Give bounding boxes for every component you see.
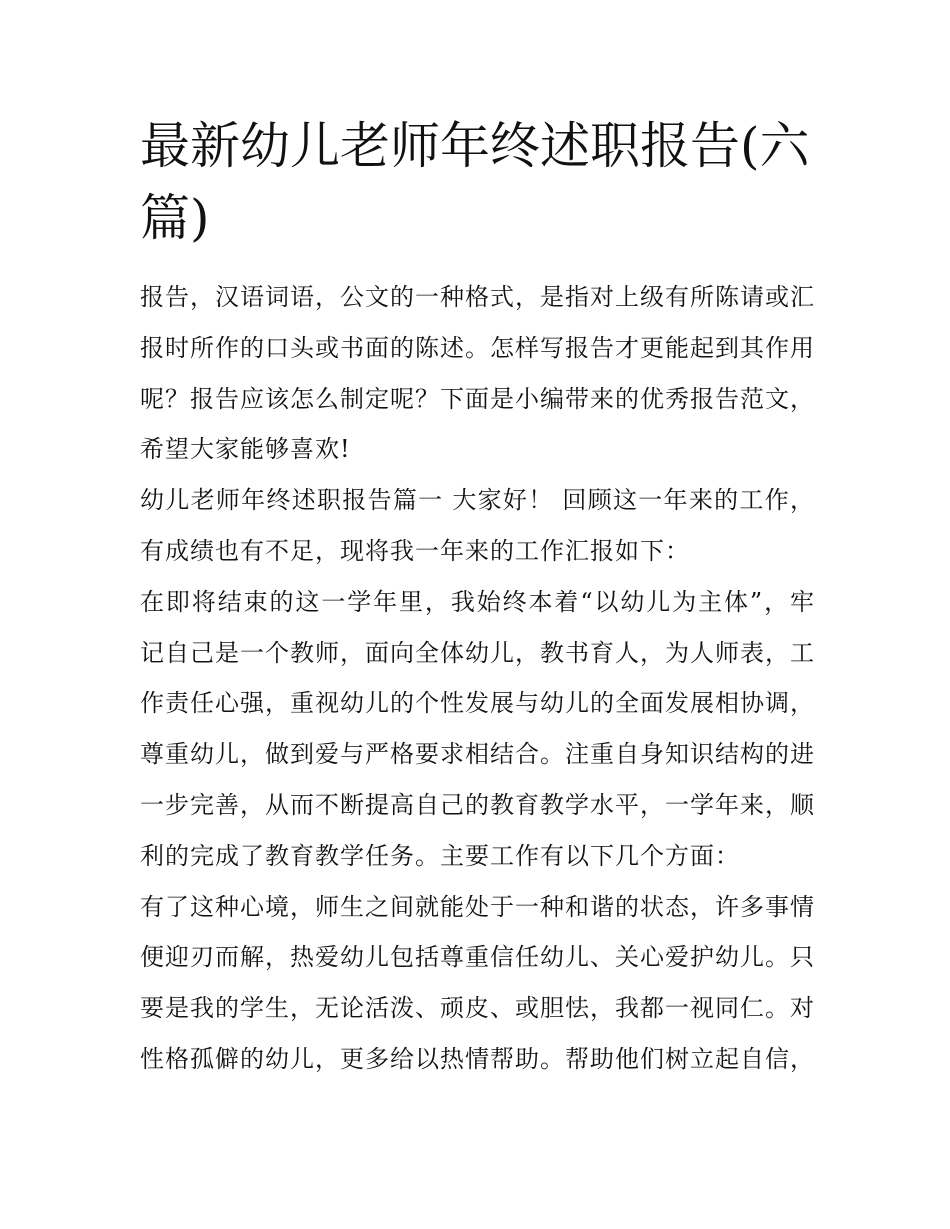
paragraph-summary: 在即将结束的这一学年里，我始终本着“以幼儿为主体”，牢记自己是一个教师，面向全体幼儿，教书育人，为人师表，工作责任心强，重视幼儿的个性发展与幼儿的全面发展相协调，尊重幼儿，做到爱与严格要求相结合。注重自身知识结构的进一步完善，从而不断提高自己的教育教学水平，一学年来，顺利的完成了教育教学任务。主要工作有以下几个方面： — [140, 587, 815, 870]
paragraph-attitude: 有了这种心境，师生之间就能处于一种和谐的状态，许多事情便迎刃而解，热爱幼儿包括尊重信任幼儿、关心爱护幼儿。只要是我的学生，无论活泼、顽皮、或胆怯，我都一视同仁。对性格孤僻的幼儿，更多给以热情帮助。帮助他们树立起自信， — [140, 892, 815, 1073]
document-body — [140, 272, 815, 1085]
paragraph-intro: 报告，汉语词语，公文的一种格式，是指对上级有所陈请或汇报时所作的口头或书面的陈述。怎样写报告才更能起到其作用呢？报告应该怎么制定呢？下面是小编带来的优秀报告范文，希望大家能够喜欢! — [140, 283, 815, 464]
paragraph-greeting: 幼儿老师年终述职报告篇一 大家好！ 回顾这一年来的工作，有成绩也有不足，现将我一年来的工作汇报如下： — [140, 486, 815, 565]
document-title: 最新幼儿老师年终述职报告(六篇) — [140, 117, 810, 247]
document-content — [140, 110, 815, 1085]
